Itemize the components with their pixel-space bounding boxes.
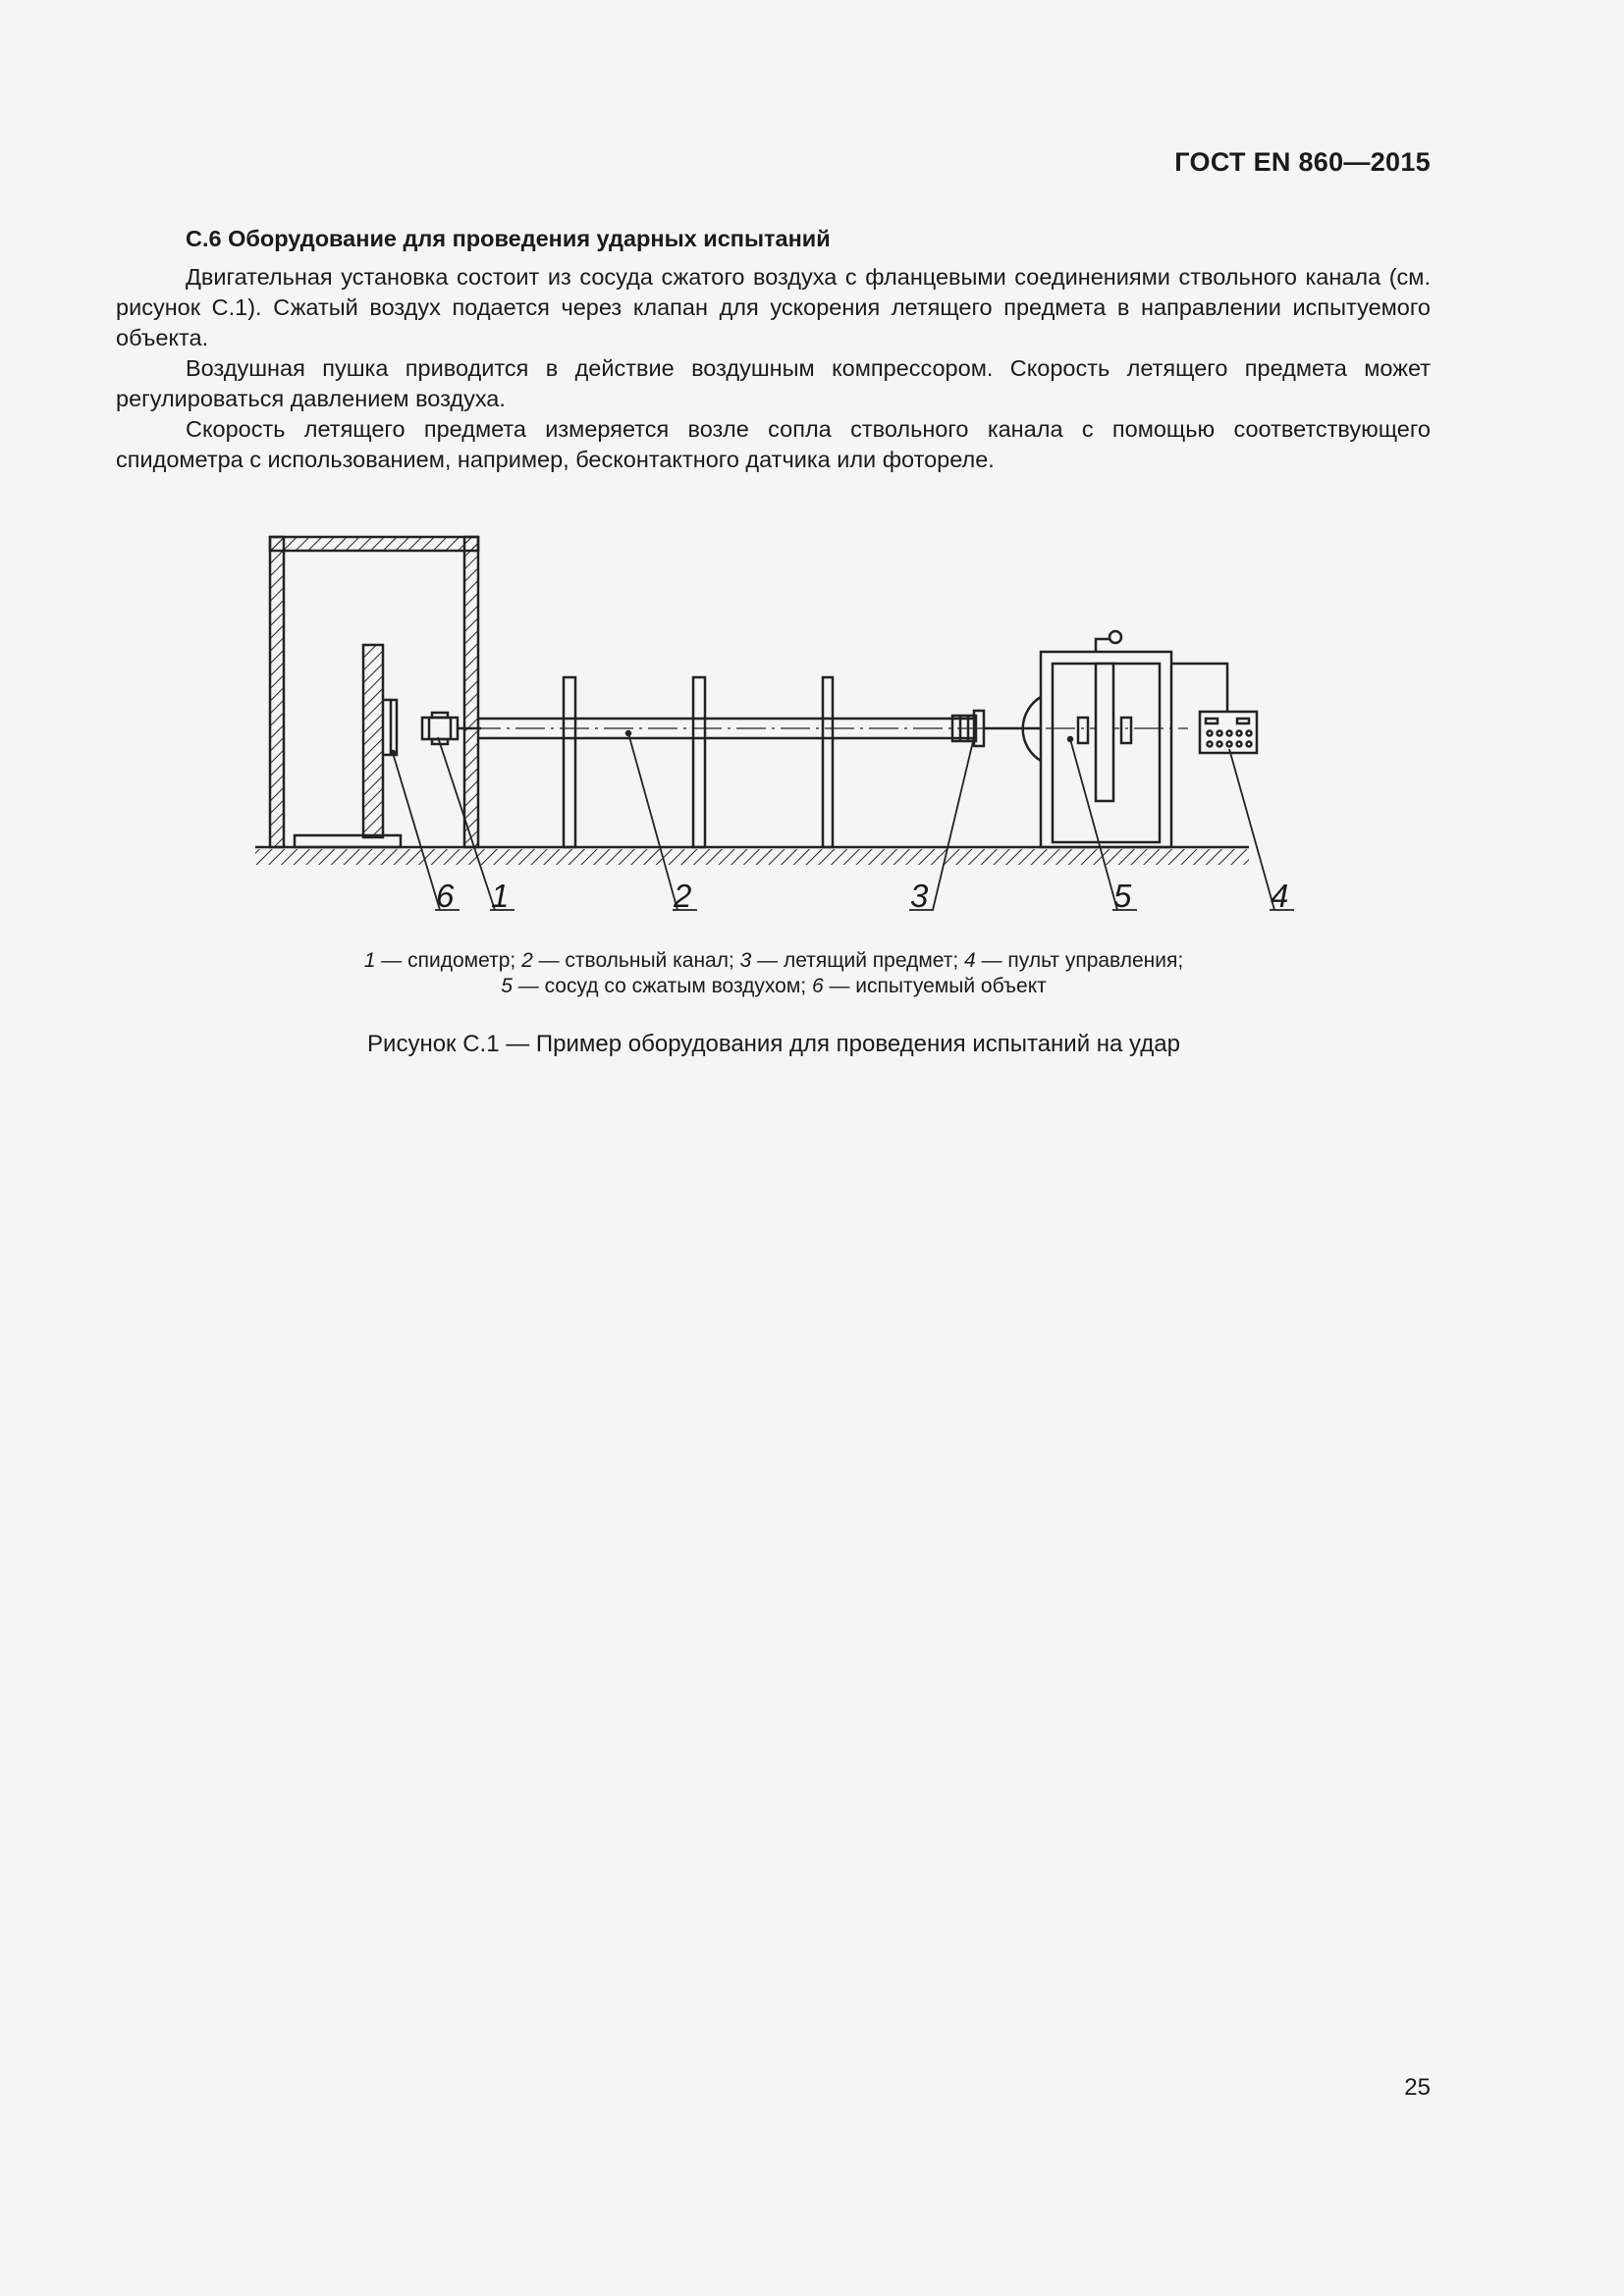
control-panel [1171, 664, 1257, 753]
callout-4: 4 [1271, 878, 1289, 914]
legend-num: 3 [739, 949, 752, 972]
legend-text: — сосуд со сжатым воздухом; [512, 975, 812, 997]
legend-num: 6 [811, 975, 824, 997]
paragraph: Скорость летящего предмета измеряется возле сопла ствольного канала с помощью соответствующего спидометра с использованием, например, бесконтактного датчика или фотореле. [116, 416, 1431, 472]
legend-text: — летящий предмет; [751, 949, 965, 972]
callout-3: 3 [910, 878, 929, 914]
section-text [116, 224, 1431, 475]
legend-line-1 [245, 948, 1302, 974]
legend-line-2 [245, 974, 1302, 999]
compressed-air-tank [1023, 631, 1171, 847]
figure-caption: Рисунок С.1 — Пример оборудования для проведения испытаний на удар [367, 1031, 1180, 1057]
legend-num: 1 [363, 949, 376, 972]
legend-text: — спидометр; [375, 949, 522, 972]
callout-5: 5 [1113, 878, 1132, 914]
callout-2: 2 [674, 878, 692, 914]
test-object [295, 645, 401, 847]
legend-num: 4 [964, 949, 976, 972]
barrel-supports [564, 677, 833, 847]
barrel [471, 719, 1188, 738]
equipment-diagram [245, 525, 1326, 928]
legend-num: 2 [521, 949, 533, 972]
figure-impact-test-equipment [245, 525, 1326, 928]
leader-dot [626, 731, 630, 735]
figure-legend [245, 948, 1302, 999]
section-title: С.6 Оборудование для проведения ударных испытаний [186, 226, 831, 251]
paragraph: Воздушная пушка приводится в действие воздушным компрессором. Скорость летящего предмета может регулироваться давлением воздуха. [116, 355, 1431, 411]
paragraph: Двигательная установка состоит из сосуда сжатого воздуха с фланцевыми соединениями ствольного канала (см. рисунок С.1). Сжатый воздух подается через клапан для ускорения летящего предмета в направлении испытуемого объекта. [116, 264, 1431, 350]
callout-6: 6 [436, 878, 455, 914]
drawing-lines [255, 537, 1294, 910]
legend-text: — испытуемый объект [823, 975, 1047, 997]
leader-dot [391, 751, 395, 755]
page-number: 25 [1404, 2074, 1431, 2101]
legend-num: 5 [501, 975, 513, 997]
leader-dot [1068, 737, 1072, 741]
callout-1: 1 [491, 878, 510, 914]
legend-text: — ствольный канал; [532, 949, 740, 972]
document-code: ГОСТ EN 860—2015 [1174, 147, 1431, 177]
legend-text: — пульт управления; [975, 949, 1184, 972]
